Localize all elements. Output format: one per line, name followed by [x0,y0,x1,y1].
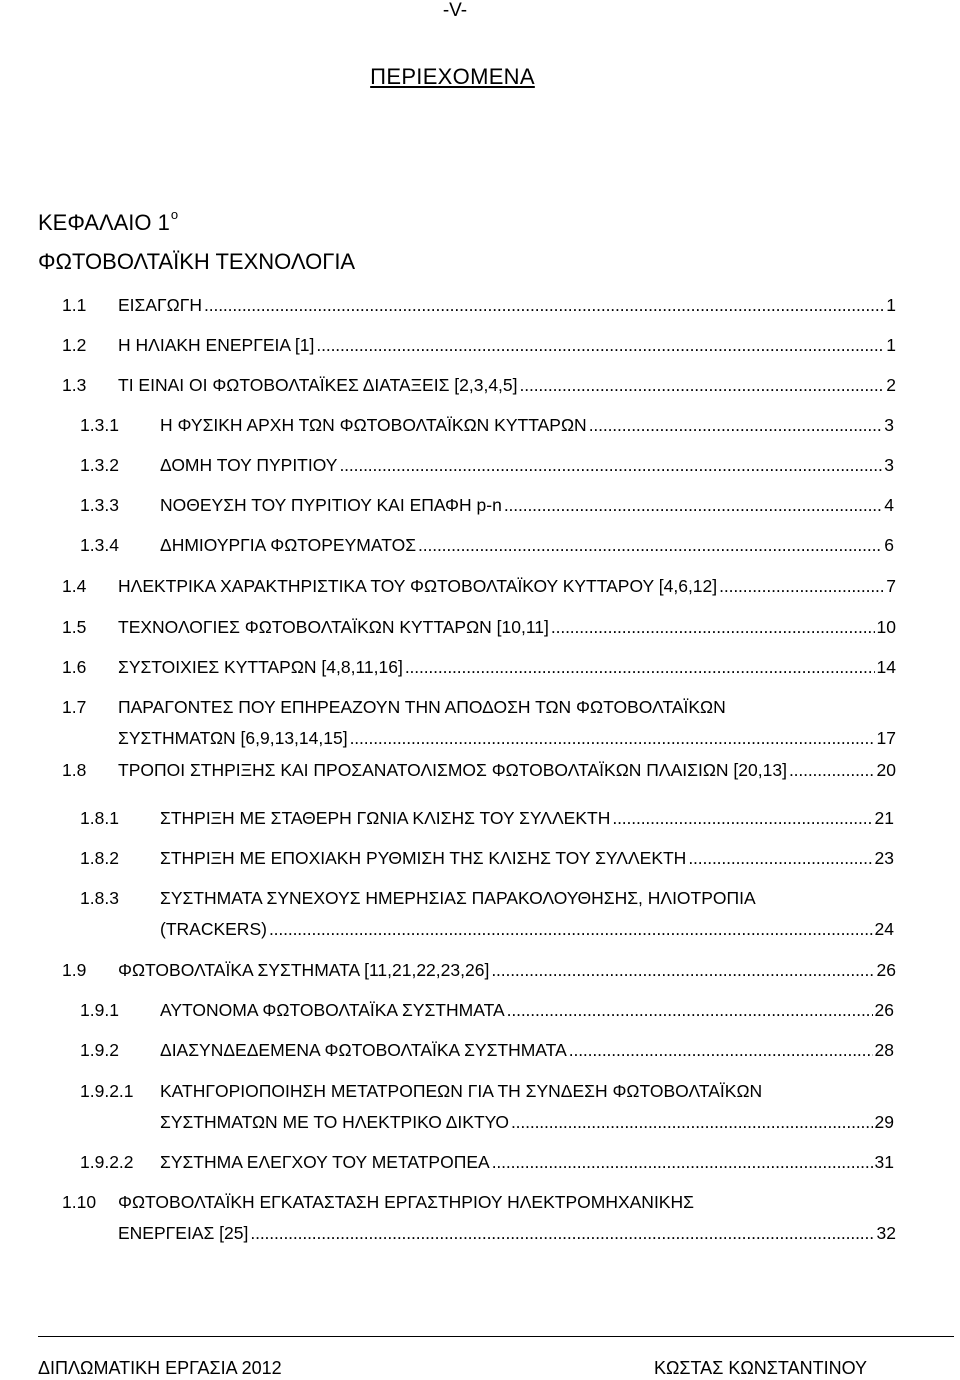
toc-page-number: 24 [874,919,894,939]
toc-entry-number: 1.9 [62,960,87,980]
footer-author: ΚΩΣΤΑΣ ΚΩΝΣΤΑΝΤΙΝΟΥ [653,1358,867,1378]
toc-entry-body [118,1192,896,1243]
toc-entry-body [160,415,894,435]
toc-dot-leader [789,760,875,780]
toc-entry-body [118,960,896,980]
footer-thesis-label: ΔΙΠΛΩΜΑΤΙΚΗ ΕΡΓΑΣΙΑ 2012 [38,1358,282,1378]
toc-entry-body [160,1081,894,1132]
toc-entry-number: 1.8.2 [80,848,119,868]
toc-entry-title: Η ΗΛΙΑΚΗ ΕΝΕΡΓΕΙΑ [1] [118,335,315,355]
toc-heading: ΠΕΡΙΕΧΟΜΕΝΑ [370,64,535,89]
toc-page-number: 26 [874,1000,894,1020]
toc-dot-leader [589,415,883,435]
toc-entry-number: 1.8.1 [80,808,119,828]
toc-page-number: 20 [876,760,896,780]
toc-entry-body [160,1152,894,1172]
toc-entry-number: 1.7 [62,697,87,717]
toc-entry-title: (TRACKERS) [160,919,267,939]
toc-dot-leader [507,1000,873,1020]
toc-entry-number: 1.3 [62,375,87,395]
toc-entry-body [118,697,896,748]
toc-entry-number: 1.4 [62,576,87,596]
toc-dot-leader [688,848,872,868]
toc-dot-leader [418,535,882,555]
toc-entry-title: ΣΥΣΤΟΙΧΙΕΣ ΚΥΤΤΑΡΩΝ [4,8,11,16] [118,657,403,677]
toc-entry-title: ΔΗΜΙΟΥΡΓΙΑ ΦΩΤΟΡΕΥΜΑΤΟΣ [160,535,417,555]
toc-entry-title: ΔΟΜΗ ΤΟΥ ΠΥΡΙΤΙΟΥ [160,455,338,475]
toc-page-number: 23 [874,848,894,868]
toc-dot-leader [520,375,885,395]
toc-dot-leader [316,335,884,355]
toc-entry-number: 1.1 [62,295,87,315]
toc-dot-leader [339,455,882,475]
toc-dot-leader [504,495,882,515]
toc-entry-title: ΝΟΘΕΥΣΗ ΤΟΥ ΠΥΡΙΤΙΟΥ ΚΑΙ ΕΠΑΦΗ p-n [160,495,502,515]
toc-entry-body [160,1040,894,1060]
toc-entry-title: ΤΡΟΠΟΙ ΣΤΗΡΙΞΗΣ ΚΑΙ ΠΡΟΣΑΝΑΤΟΛΙΣΜΟΣ ΦΩΤΟΒΟΛΤΑΪΚΩΝ ΠΛΑΙΣΙΩΝ [20,13] [118,760,787,780]
toc-entry-title: ΗΛΕΚΤΡΙΚΑ ΧΑΡΑΚΤΗΡΙΣΤΙΚΑ ΤΟΥ ΦΩΤΟΒΟΛΤΑΪΚΟΥ ΚΥΤΤΑΡΟΥ [4,6,12] [118,576,718,596]
toc-page-number: 10 [876,617,896,637]
toc-page-number: 14 [876,657,896,677]
toc-page-number: 1 [886,335,896,355]
toc-entry-body [160,495,894,515]
toc-page-number: 32 [876,1223,896,1243]
toc-entry-number: 1.9.2.2 [80,1152,134,1172]
toc-entry-number: 1.2 [62,335,87,355]
toc-entry-number: 1.9.1 [80,1000,119,1020]
page-number: -V- [442,0,468,21]
toc-entry-number: 1.8.3 [80,888,119,908]
toc-entry-number: 1.3.2 [80,455,119,475]
toc-dot-leader [269,919,873,939]
toc-page-number: 7 [886,576,896,596]
toc-entry-title: ΦΩΤΟΒΟΛΤΑΪΚΗ ΕΓΚΑΤΑΣΤΑΣΗ ΕΡΓΑΣΤΗΡΙΟΥ ΗΛΕΚΤΡΟΜΗΧΑΝΙΚΗΣ [118,1192,694,1212]
toc-entry-title: ΣΤΗΡΙΞΗ ΜΕ ΣΤΑΘΕΡΗ ΓΩΝΙΑ ΚΛΙΣΗΣ ΤΟΥ ΣΥΛΛΕΚΤΗ [160,808,611,828]
toc-page-number: 31 [874,1152,894,1172]
toc-entry-body [118,576,896,596]
toc-dot-leader [719,576,884,596]
toc-entry-title: ΣΤΗΡΙΞΗ ΜΕ ΕΠΟΧΙΑΚΗ ΡΥΘΜΙΣΗ ΤΗΣ ΚΛΙΣΗΣ ΤΟΥ ΣΥΛΛΕΚΤΗ [160,848,687,868]
toc-entry-title: ΠΑΡΑΓΟΝΤΕΣ ΠΟΥ ΕΠΗΡΕΑΖΟΥΝ ΤΗΝ ΑΠΟΔΟΣΗ ΤΩΝ ΦΩΤΟΒΟΛΤΑΪΚΩΝ [118,697,726,717]
toc-entry-number: 1.3.1 [80,415,119,435]
toc-entry-body [118,295,896,315]
toc-page-number: 6 [884,535,894,555]
toc-entry-title: ΦΩΤΟΒΟΛΤΑΪΚΑ ΣΥΣΤΗΜΑΤΑ [11,21,22,23,26] [118,960,490,980]
toc-entry-title: ΕΝΕΡΓΕΙΑΣ [25] [118,1223,249,1243]
toc-entry-title: ΣΥΣΤΗΜΑΤΩΝ [6,9,13,14,15] [118,728,348,748]
toc-page-number: 28 [874,1040,894,1060]
toc-entry-title: ΚΑΤΗΓΟΡΙΟΠΟΙΗΣΗ ΜΕΤΑΤΡΟΠΕΩΝ ΓΙΑ ΤΗ ΣΥΝΔΕΣΗ ΦΩΤΟΒΟΛΤΑΪΚΩΝ [160,1081,763,1101]
toc-entry-body [160,1000,894,1020]
toc-entry-title: ΕΙΣΑΓΩΓΗ [118,295,203,315]
toc-entry-body [118,617,896,637]
toc-entry-title: ΑΥΤΟΝΟΜΑ ΦΩΤΟΒΟΛΤΑΪΚΑ ΣΥΣΤΗΜΑΤΑ [160,1000,505,1020]
toc-entry-number: 1.6 [62,657,87,677]
toc-page-number: 1 [886,295,896,315]
toc-dot-leader [569,1040,873,1060]
toc-entry-number: 1.8 [62,760,87,780]
toc-dot-leader [511,1112,873,1132]
toc-dot-leader [250,1223,874,1243]
toc-entry-number: 1.9.2 [80,1040,119,1060]
toc-page-number: 26 [876,960,896,980]
toc-entry-body [118,760,896,780]
toc-entry-body [160,888,894,939]
toc-entry-number: 1.9.2.1 [80,1081,134,1101]
toc-entry-body [160,455,894,475]
toc-page-number: 3 [884,415,894,435]
toc-dot-leader [551,617,875,637]
chapter-subtitle: ΦΩΤΟΒΟΛΤΑΪΚΗ ΤΕΧΝΟΛΟΓΙΑ [38,249,356,274]
toc-entry-body [118,335,896,355]
toc-dot-leader [350,728,875,748]
toc-page-number: 2 [886,375,896,395]
toc-entry-number: 1.10 [62,1192,97,1212]
toc-entry-title: Η ΦΥΣΙΚΗ ΑΡΧΗ ΤΩΝ ΦΩΤΟΒΟΛΤΑΪΚΩΝ ΚΥΤΤΑΡΩΝ [160,415,587,435]
toc-page-number: 21 [874,808,894,828]
chapter-label: ΚΕΦΑΛΑΙΟ 1 [38,210,170,235]
toc-page-number: 29 [874,1112,894,1132]
toc-dot-leader [204,295,884,315]
toc-entry-body [160,808,894,828]
toc-entry-number: 1.3.4 [80,535,119,555]
toc-entry-title: ΣΥΣΤΗΜΑ ΕΛΕΓΧΟΥ ΤΟΥ ΜΕΤΑΤΡΟΠΕΑ [160,1152,490,1172]
toc-entry-title: ΤΙ ΕΙΝΑΙ ΟΙ ΦΩΤΟΒΟΛΤΑΪΚΕΣ ΔΙΑΤΑΞΕΙΣ [2,3,4,5] [118,375,518,395]
toc-page-number: 17 [876,728,896,748]
toc-page-number: 4 [884,495,894,515]
toc-entry-number: 1.5 [62,617,87,637]
toc-entry-body [118,657,896,677]
toc-entry-title: ΔΙΑΣΥΝΔΕΔΕΜΕΝΑ ΦΩΤΟΒΟΛΤΑΪΚΑ ΣΥΣΤΗΜΑΤΑ [160,1040,567,1060]
toc-entry-title: ΣΥΣΤΗΜΑΤΑ ΣΥΝΕΧΟΥΣ ΗΜΕΡΗΣΙΑΣ ΠΑΡΑΚΟΛΟΥΘΗΣΗΣ, ΗΛΙΟΤΡΟΠΙΑ [160,888,756,908]
toc-entry-body [160,535,894,555]
toc-entry-body [118,375,896,395]
toc-entry-title: ΣΥΣΤΗΜΑΤΩΝ ΜΕ ΤΟ ΗΛΕΚΤΡΙΚΟ ΔΙΚΤΥΟ [160,1112,509,1132]
footer-rule [38,1336,954,1337]
toc-dot-leader [405,657,875,677]
toc-entry-body [160,848,894,868]
toc-dot-leader [491,960,874,980]
chapter-ordinal: ο [170,207,179,222]
toc-entry-title: ΤΕΧΝΟΛΟΓΙΕΣ ΦΩΤΟΒΟΛΤΑΪΚΩΝ ΚΥΤΤΑΡΩΝ [10,11] [118,617,549,637]
toc-dot-leader [612,808,872,828]
toc-dot-leader [492,1152,873,1172]
toc-page-number: 3 [884,455,894,475]
toc-entry-number: 1.3.3 [80,495,119,515]
